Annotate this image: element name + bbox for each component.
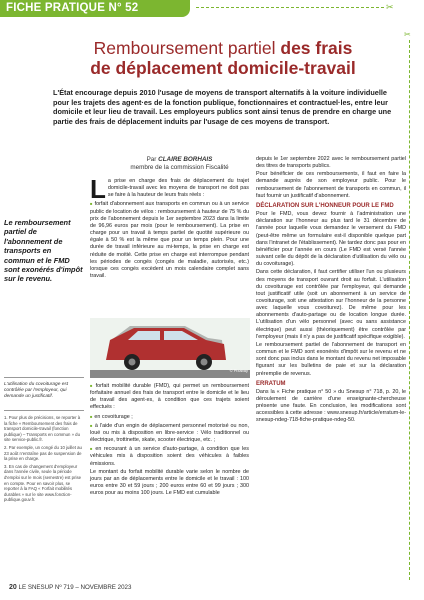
scissors-icon: ✂ [386, 2, 394, 12]
cut-line-vertical [409, 40, 410, 580]
section-banner [0, 0, 190, 17]
article-lead: L'État encourage depuis 2010 l'usage de moyens de transport alternatifs à la voiture individuelle pour les trajets des agent·es de la fonction publique, fonctionnaires et contractuel·les, entre leur domicile et leur lieu de travail. Les employeurs publics sont ainsi tenus de prendre en charge une partie des frais de déplacement induits par l'usage de ces moyens de transport. [53, 88, 392, 126]
section-heading: ERRATUM [256, 380, 286, 387]
footer-text: LE SNESUP Nº 719 – NOVEMBRE 2023 [18, 584, 132, 591]
divider [4, 410, 84, 411]
page-number: 20 [9, 584, 17, 591]
footnote: 3. En cas de changement d'employeur dans l'année civile, seule la période d'emploi sur le mois (semestre) est prise en compte. Pour en savoir plus, se reporter à la FAQ « Forfait mobilités durables » sur le site www.fonction-publique.gouv.fr. [4, 463, 81, 503]
footnote: 2. Par exemple, un congé du 10 juillet au 23 août n'entraîne pas de suspension de la prise en charge. [4, 444, 82, 462]
column-1-top: La prise en charge des frais de déplacement du trajet domicile-travail avec les moyens de transport ne doit pas se faire à la hauteur de leurs frais réels : ■ forfait d'abonnement aux transports en commun ou à un service public de location de vélos : remboursement à hauteur de 75 % du prix de l'abonnement depuis le 1er septembre 2023 dans la limite de 96,96 euros par mois (pour le remboursement). La prise en charge pour un travail à temps partiel de quotité supérieure ou égale à 50 % est la même que pour un temps plein. Pour une durée de travail inférieure au mi-temps, la prise en charge est réduite de moitié. Cette prise en charge est interrompue pendant les périodes de congés (congés de maladie, autorisés, etc.) lorsque ces congés excèdent un mois calendaire complet sans travail. [90, 178, 249, 378]
divider [4, 377, 84, 378]
footnote: 1. Pour plus de précisions, se reporter à la fiche « Remboursement des frais de transport domicile-travail (fonction publique) – Transports en commun » du site service-public.fr. [4, 415, 81, 443]
page-footer [9, 584, 131, 591]
banner-label: FICHE PRATIQUE N° 52 [6, 2, 139, 14]
cut-line [196, 7, 384, 8]
footnotes [4, 415, 84, 505]
scissors-icon: ✂ [404, 30, 411, 39]
photo-credit: © Pixabay [229, 368, 248, 373]
image-caption: L'utilisation du covoiturage est contrôlée par l'employeur, qui demande un justificatif. [4, 382, 69, 399]
column-1-bottom: ■ forfait mobilité durable (FMD), qui permet un remboursement forfaitaire annuel des frais de transport entre le domicile et le lieu de travail des agent·es, à condition que ces trajets soient effectués : ■ en covoiturage ; ■ à l'aide d'un engin de déplacement personnel motorisé ou non, loué ou mis à disposition en libre-service : Vélo traditionnel ou électrique, trottinette, skate, scooter électrique, etc. ; ■ en recourant à un service d'auto-partage, à condition que les véhicules mis à disposition soient des véhicules à faibles émissions. Le montant du forfait mobilité durable varie selon le nombre de jours par an de déplacements entre le domicile et le travail : 100 euros entre 30 et 59 jours ; 200 euros entre 60 et 99 jours ; 300 euros pour au moins 100 jours. Le FMD est cumulable [90, 382, 249, 498]
author-credit: Par CLAIRE BORHAIS membre de la commission Fiscalité [130, 156, 229, 171]
section-heading: DÉCLARATION SUR L'HONNEUR POUR LE FMD [256, 202, 394, 209]
column-2: depuis le 1er septembre 2022 avec le remboursement partiel des titres de transports publics. Pour bénéficier de ces remboursements, il faut en faire la demande auprès de son employeur public. Pour le remboursement de l'abonnement de transports en commun, il faut fournir un justificatif d'abonnement. DÉCLARATION SUR L'HONNEUR POUR LE FMD Pour le FMD, vous devez fournir à l'administration une déclaration sur l'honneur au plus tard le 31 décembre de l'année pour laquelle vous demandez le versement du FMD (peut-être même un formulaire est-il disponible quelque part dans l'intranet de l'établissement). Ne tardez donc pas pour en bénéficier pour l'année en cours (Le FMD est versé l'année suivant celle du dépôt de la déclaration d'utilisation du vélo ou du covoiturage). Dans cette déclaration, il faut certifier utiliser l'un ou plusieurs des moyens de transport ouvrant droit au forfait. L'utilisation du covoiturage est contrôlée par l'employeur, qui demande tout justificatif utile (soit un abonnement à un service de covoiturage, soit une attestation sur l'honneur de la personne avec laquelle vous covoiturez). De même pour les abonnements d'auto-partage ou de location longue durée. L'utilisation d'un vélo personnel (avec ou sans assistance électrique) peut aussi (théoriquement) être contrôlée par l'employeur (mais il n'y a pas de justificatif spécifique exigible). Le remboursement partiel de l'abonnement de transport en commun et le FMD sont exonérés d'impôt sur le revenu et ne sont donc pas inclus dans le montant du revenu net imposable figurant sur les bulletins de paie et sur la déclaration préremplie de revenus. ERRATUM Dans la « Fiche pratique n° 50 » du Snesup n° 718, p. 20, le déroulement de carrière d'une enseignante-chercheuse présente une faute. En conclusion, les modifications sont accessibles à cette adresse : www.snesup.fr/article/erratum-le-snesup-ndeg-718-fiche-pratique-ndeg-50. [256, 156, 406, 424]
pull-quote: Le remboursement partiel de l'abonnement de transports en commun et le FMD sont exonérés d'impôt sur le revenu. [4, 218, 83, 284]
car-illustration [90, 318, 250, 378]
article-title: Remboursement partiel des frais de déplacement domicile-travail [90, 38, 356, 78]
drop-cap: L [90, 178, 106, 204]
